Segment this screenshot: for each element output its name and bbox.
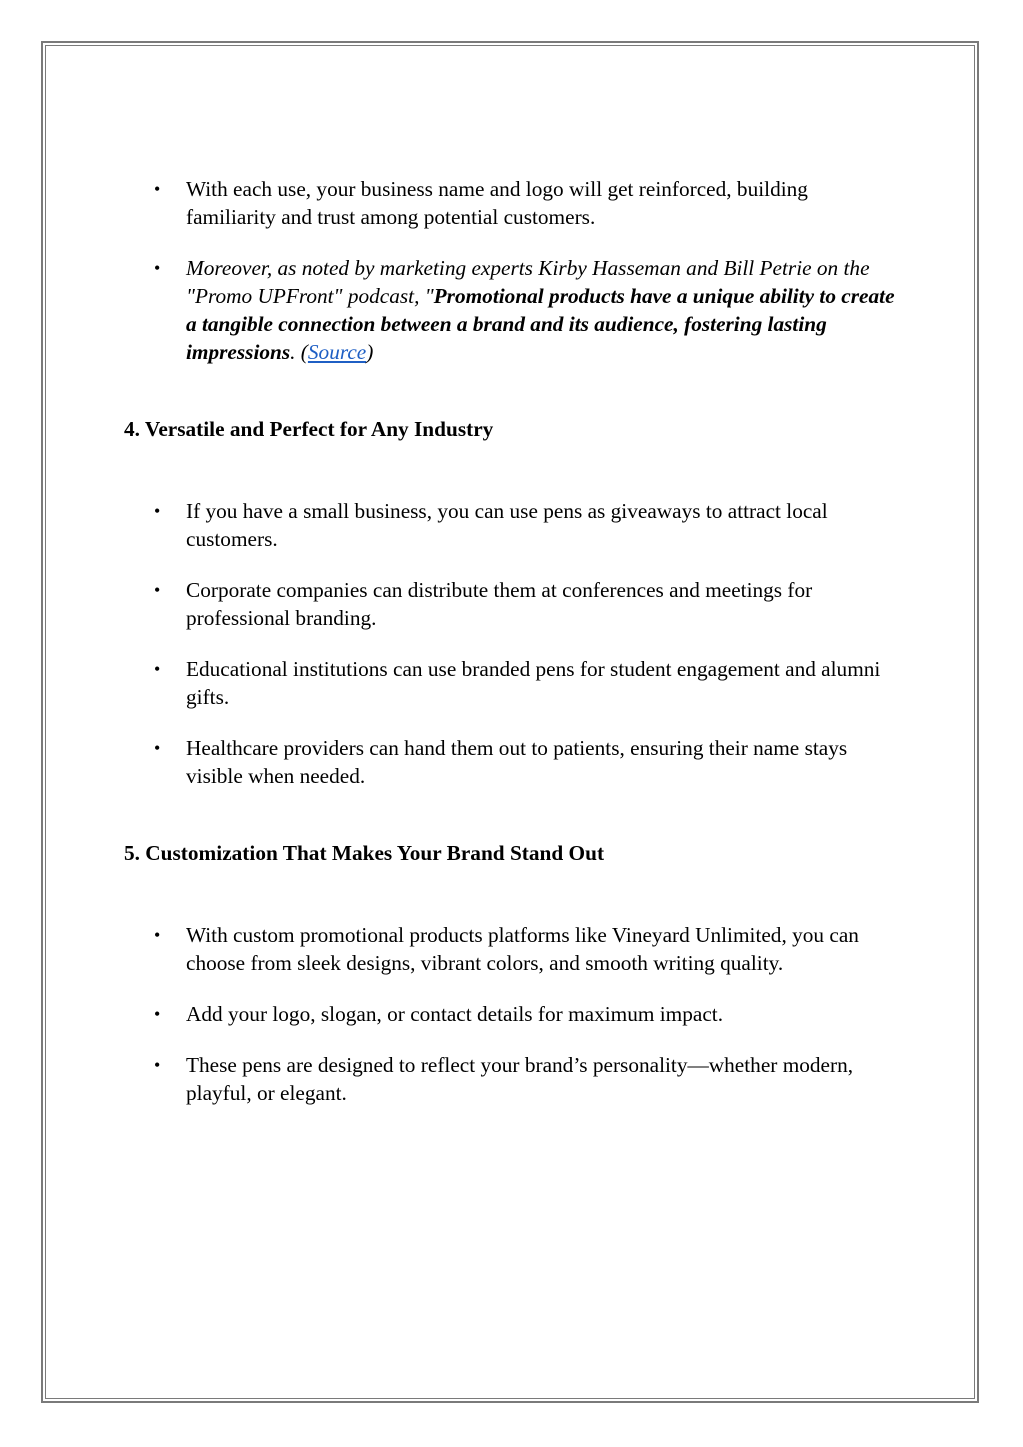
bullet-icon: • <box>154 925 161 945</box>
list-item <box>150 1000 902 1028</box>
bullet-icon: • <box>154 501 161 521</box>
list-item-text: With each use, your business name and logo will get reinforced, building familiarity and trust among potential customers. <box>186 177 808 229</box>
bullet-icon: • <box>154 1055 161 1075</box>
section-4-heading: 4. Versatile and Perfect for Any Industry <box>124 417 494 441</box>
quote-text: Promotional products have a unique ability to create a tangible connection between a brand and its audience, fostering lasting impressions <box>186 284 895 364</box>
list-item-text: Healthcare providers can hand them out to patients, ensuring their name stays visible when needed. <box>186 736 848 788</box>
list-item-text: With custom promotional products platforms like Vineyard Unlimited, you can choose from sleek designs, vibrant colors, and smooth writing quality. <box>186 923 859 975</box>
section-4-bullet-list <box>150 497 902 813</box>
list-item <box>150 921 902 977</box>
list-item-quote <box>150 254 902 366</box>
list-item <box>150 497 902 553</box>
list-item-text: Educational institutions can use branded pens for student engagement and alumni gifts. <box>186 657 881 709</box>
list-item <box>150 1051 902 1107</box>
source-link[interactable]: Source <box>307 340 367 364</box>
quote-after: . ( <box>290 340 308 364</box>
section-5-bullet-list <box>150 921 902 1130</box>
list-item <box>150 175 902 231</box>
list-item-text: Add your logo, slogan, or contact details for maximum impact. <box>186 1002 724 1026</box>
quote-close: ) <box>366 340 374 364</box>
list-item-text: If you have a small business, you can use pens as giveaways to attract local customers. <box>186 499 828 551</box>
bullet-icon: • <box>154 659 161 679</box>
quote-intro: Moreover, as noted by marketing experts Kirby Hasseman and Bill Petrie on the "Promo UPFront" podcast, " <box>186 256 870 308</box>
list-item <box>150 655 902 711</box>
list-item-text: Corporate companies can distribute them at conferences and meetings for professional branding. <box>186 578 813 630</box>
bullet-icon: • <box>154 1004 161 1024</box>
list-item <box>150 576 902 632</box>
bullet-icon: • <box>154 258 161 278</box>
bullet-icon: • <box>154 179 161 199</box>
list-item-text: These pens are designed to reflect your brand’s personality—whether modern, playful, or elegant. <box>186 1053 854 1105</box>
intro-bullet-list <box>150 175 902 389</box>
list-item <box>150 734 902 790</box>
bullet-icon: • <box>154 580 161 600</box>
section-5-heading: 5. Customization That Makes Your Brand Stand Out <box>124 841 605 865</box>
bullet-icon: • <box>154 738 161 758</box>
